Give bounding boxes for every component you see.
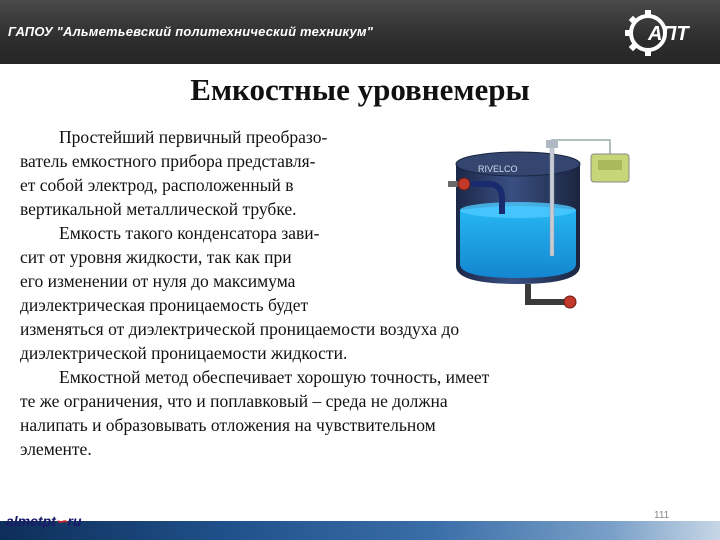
page-number: 111 — [654, 510, 670, 521]
tank-label: RIVELCO — [478, 164, 518, 174]
body-text-line: Емкость такого конденсатора зави- — [59, 223, 320, 243]
body-text-line: ватель емкостного прибора представля- — [20, 151, 316, 171]
footer-site-logo — [6, 513, 82, 530]
body-text-line: изменяться от диэлектрической проницаемости воздуха до — [20, 319, 460, 339]
body-text-line: диэлектрической проницаемости жидкости. — [20, 343, 348, 363]
level-display-screen — [598, 160, 622, 170]
inlet-valve-icon — [458, 178, 470, 190]
footer-site-suffix: ru — [67, 513, 82, 529]
logo-gear-icon — [618, 8, 714, 58]
body-text-line: Емкостной метод обеспечивает хорошую точность, имеет — [59, 367, 490, 387]
body-text-line: те же ограничения, что и поплавковый – среда не должна — [20, 391, 448, 411]
slide-title: Емкостные уровнемеры — [190, 72, 530, 107]
footer-car-icon: ∽ — [55, 513, 68, 529]
body-text-line: вертикальной металлической трубке. — [20, 199, 297, 219]
capacitive-level-sensor-illustration — [448, 126, 648, 326]
footer-bar — [0, 521, 720, 540]
body-text-line: Простейший первичный преобразо- — [59, 127, 328, 147]
body-text-line: диэлектрическая проницаемость будет — [20, 295, 309, 315]
header-bar — [0, 0, 720, 64]
logo-text: АПТ — [648, 23, 689, 45]
electrode-head — [546, 140, 558, 148]
electrode-rod — [550, 144, 554, 256]
body-text-line: сит от уровня жидкости, так как при — [20, 247, 292, 267]
body-text-line: ет собой электрод, расположенный в — [20, 175, 294, 195]
body-text-line: налипать и образовывать отложения на чувствительном — [20, 415, 436, 435]
outlet-pipe — [528, 284, 570, 302]
body-text-line: элементе. — [20, 439, 92, 459]
body-text-line: его изменении от нуля до максимума — [20, 271, 296, 291]
sensor-wire — [552, 140, 610, 154]
footer-site-prefix: almetpt — [6, 513, 56, 529]
tank-lid — [456, 152, 580, 176]
outlet-valve-icon — [564, 296, 576, 308]
liquid-surface — [460, 202, 576, 218]
header-title: ГАПОУ "Альметьевский политехнический техникум" — [8, 24, 374, 39]
